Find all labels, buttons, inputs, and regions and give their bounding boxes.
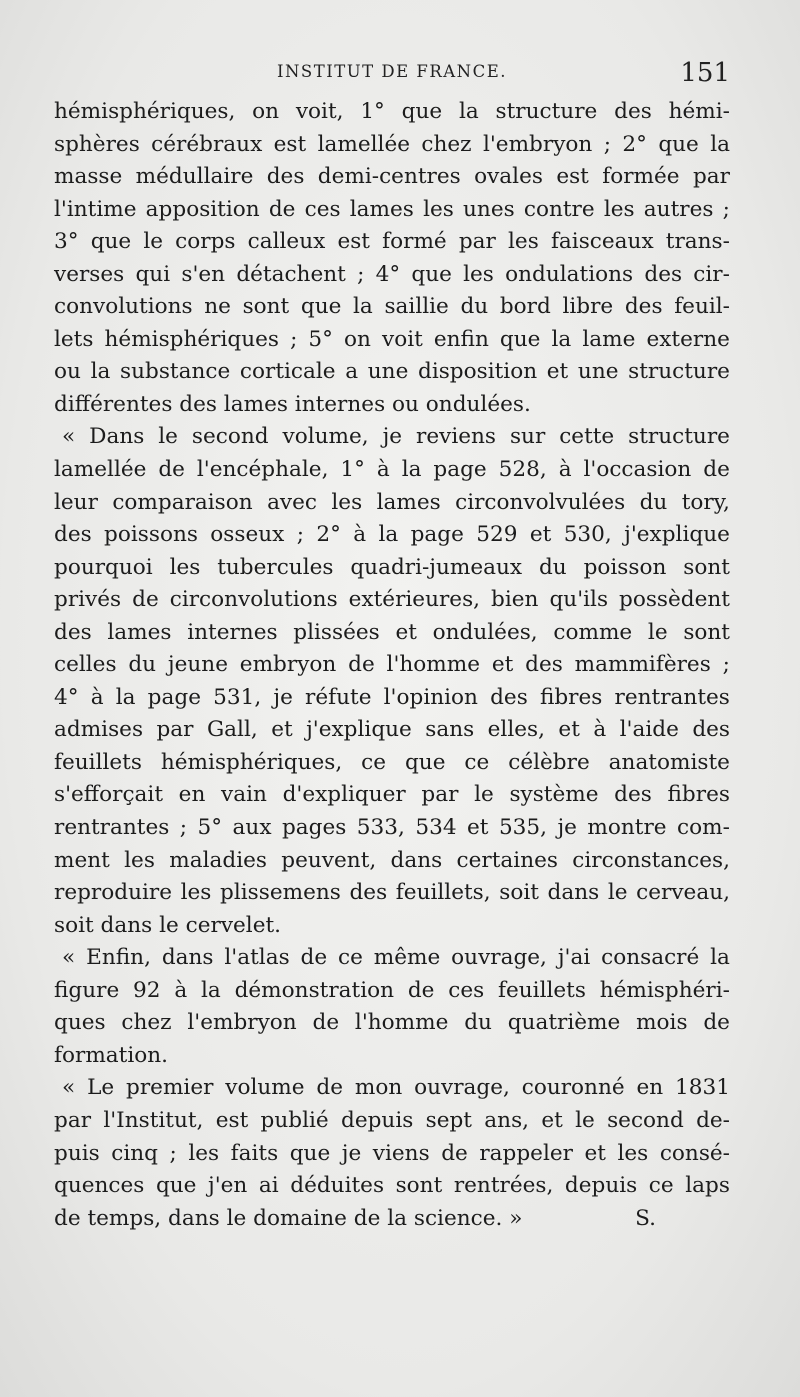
text-line: celles du jeune embryon de l'homme et des mammifères ; — [54, 652, 730, 678]
text-line: 3° que le corps calleux est formé par les faisceaux trans- — [54, 229, 730, 255]
text-line: formation. — [54, 1042, 169, 1068]
running-title: INSTITUT DE FRANCE. — [276, 62, 508, 81]
text-line: admises par Gall, et j'explique sans elles, et à l'aide des — [54, 717, 730, 743]
text-line: lets hémisphériques ; 5° on voit enfin que la lame externe — [54, 326, 730, 352]
text-line: « Dans le second volume, je reviens sur cette structure — [62, 424, 730, 450]
body-text — [54, 96, 730, 1235]
text-line: verses qui s'en détachent ; 4° que les ondulations des cir- — [54, 261, 730, 287]
text-line: privés de circonvolutions extérieures, bien qu'ils possèdent — [54, 587, 730, 613]
text-line: des lames internes plissées et ondulées, comme le sont — [54, 619, 730, 645]
text-line: leur comparaison avec les lames circonvolvulées du tory, — [54, 489, 730, 515]
text-line: 4° à la page 531, je réfute l'opinion des fibres rentrantes — [54, 684, 730, 710]
text-line: feuillets hémisphériques, ce que ce célèbre anatomiste — [54, 749, 730, 775]
text-line: figure 92 à la démonstration de ces feuillets hémisphéri- — [54, 977, 730, 1003]
text-line: reproduire les plissemens des feuillets, soit dans le cerveau, — [54, 880, 730, 906]
text-line: différentes des lames internes ou ondulées. — [54, 391, 531, 417]
text-line: rentrantes ; 5° aux pages 533, 534 et 535, je montre com- — [54, 815, 730, 841]
text-line: hémisphériques, on voit, 1° que la structure des hémi- — [54, 99, 730, 124]
text-line: « Enfin, dans l'atlas de ce même ouvrage, j'ai consacré la — [62, 945, 730, 971]
text-line: l'intime apposition de ces lames les unes contre les autres ; — [54, 196, 730, 222]
text-line: sphères cérébraux est lamellée chez l'embryon ; 2° que la — [54, 131, 730, 157]
text-line: lamellée de l'encéphale, 1° à la page 528, à l'occasion de — [54, 457, 730, 483]
text-line: ques chez l'embryon de l'homme du quatrième mois de — [54, 1010, 730, 1036]
signature: S. — [635, 1205, 656, 1231]
text-line: des poissons osseux ; 2° à la page 529 et 530, j'explique — [54, 522, 730, 548]
text-line: ou la substance corticale a une disposition et une structure — [54, 359, 730, 385]
text-line: ment les maladies peuvent, dans certaines circonstances, — [54, 847, 730, 873]
page-number: 151 — [680, 58, 730, 88]
text-line: masse médullaire des demi-centres ovales est formée par — [54, 164, 730, 190]
text-line: convolutions ne sont que la saillie du bord libre des feuil- — [54, 294, 730, 320]
text-line: par l'Institut, est publié depuis sept ans, et le second de- — [54, 1107, 730, 1133]
text-line: puis cinq ; les faits que je viens de rappeler et les consé- — [54, 1140, 730, 1166]
text-line: soit dans le cervelet. — [54, 912, 282, 938]
text-line: « Le premier volume de mon ouvrage, couronné en 1831 — [62, 1075, 730, 1101]
page-header — [54, 58, 730, 92]
text-line: quences que j'en ai déduites sont rentrées, depuis ce laps — [54, 1173, 730, 1199]
text-line: de temps, dans le domaine de la science. » S. — [54, 1203, 730, 1236]
text-line: pourquoi les tubercules quadri-jumeaux du poisson sont — [54, 554, 730, 580]
text-line: s'efforçait en vain d'expliquer par le système des fibres — [54, 782, 730, 808]
